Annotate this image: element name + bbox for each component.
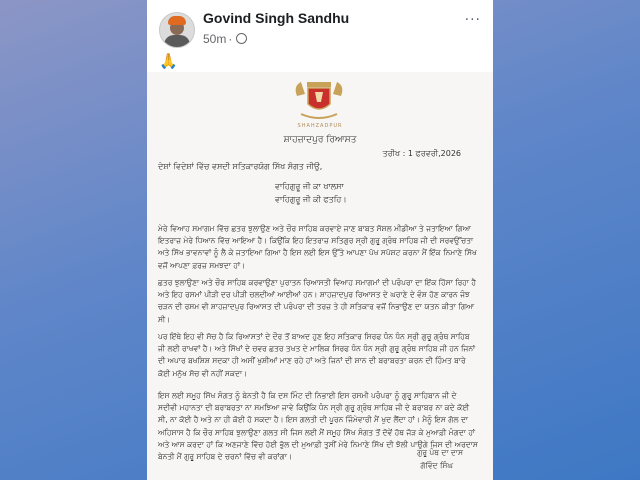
letter-paragraph-1: ਮੇਰੇ ਵਿਆਹ ਸਮਾਗਮ ਵਿੱਚ ਛਤਰ ਝੁਲਾਉਣ ਅਤੇ ਚੌਰ ਸਾਹਿਬ ਕਰਵਾਏ ਜਾਣ ਬਾਬਤ ਸੋਸ਼ਲ ਮੀਡੀਆ ਤੇ ਜਤਾਇਆ ਗਿਆ ਇਤਰਾਜ਼ ਮੇਰੇ ਧਿਆਨ ਵਿੱਚ ਆਇਆ ਹੈ। ਕਿਉਂਕਿ ਇਹ ਇਤਰਾਜ਼ ਸਤਿਗੁਰ ਸ੍ਰੀ ਗੁਰੂ ਗ੍ਰੰਥ ਸਾਹਿਬ ਜੀ ਦੀ ਸਰਵਉੱਚਤਾ ਅਤੇ ਸਿੱਖ ਭਾਵਨਾਵਾਂ ਨੂੰ ਲੈ ਕੇ ਜਤਾਇਆ ਗਿਆ ਹੈ ਇਸ ਲਈ ਇਸ ਉੱਤੇ ਆਪਣਾ ਪੱਖ ਸਪੱਸ਼ਟ ਕਰਨਾ ਮੈਂ ਇੱਕ ਨਿਮਾਣੇ ਸਿੱਖ ਵਜੋਂ ਆਪਣਾ ਫ਼ਰਜ਼ ਸਮਝਦਾ ਹਾਂ। xyxy=(158,224,477,270)
signature-line-1: ਗੁਰੂ ਪੰਥ ਦਾ ਦਾਸ xyxy=(417,448,463,457)
signature-line-2: ਗੋਵਿੰਦ ਸਿੰਘ xyxy=(420,461,453,470)
avatar-body xyxy=(164,35,190,48)
letter-image[interactable] xyxy=(147,72,493,480)
author-name[interactable]: Govind Singh Sandhu xyxy=(203,10,350,26)
letter-paragraph-4: ਇਸ ਲਈ ਸਮੂਹ ਸਿੱਖ ਸੰਗਤ ਨੂੰ ਬੇਨਤੀ ਹੈ ਕਿ ਦਸ ਮਿੰਟ ਦੀ ਨਿਭਾਈ ਇਸ ਰਸਮੀ ਪਰੰਪਰਾ ਨੂੰ ਗੁਰੂ ਸਾਹਿਬਾਨ ਜੀ ਦੇ ਸਦੀਵੀ ਮਹਾਨਤਾ ਦੀ ਬਰਾਬਰਤਾ ਨਾ ਸਮਝਿਆ ਜਾਵੇ ਕਿਉਂਕਿ ਧੰਨ ਸ੍ਰੀ ਗੁਰੂ ਗ੍ਰੰਥ ਸਾਹਿਬ ਜੀ ਦੇ ਬਰਾਬਰ ਨਾ ਕਦੇ ਕੋਈ ਸੀ, ਨਾ ਕੋਈ ਹੈ ਅਤੇ ਨਾ ਹੀ ਕੋਈ ਹੋ ਸਕਦਾ ਹੈ। ਇਸ ਗਲਤੀ ਦੀ ਪੂਰਨ ਜਿੰਮੇਵਾਰੀ ਮੈਂ ਖੁਦ ਲੈਂਦਾ ਹਾਂ। ਮੈਨੂੰ ਇਸ ਗੱਲ ਦਾ ਅਹਿਸਾਸ ਹੈ ਕਿ ਚੌਰ ਸਾਹਿਬ ਝੁਲਾਉਣਾ ਗਲਤ ਸੀ ਜਿਸ ਲਈ ਮੈਂ ਸਮੂਹ ਸਿੱਖ ਸੰਗਤ ਤੋਂ ਦੋਵੇਂ ਹੱਥ ਜੋੜ ਕੇ ਮੁਆਫ਼ੀ ਮੰਗਦਾ ਹਾਂ ਅਤੇ ਆਸ ਕਰਦਾ ਹਾਂ ਕਿ ਅਣਜਾਣੇ ਵਿੱਚ ਹੋਈ ਭੁੱਲ ਦੀ ਮੁਆਫ਼ੀ ਤੁਸੀਂ ਮੇਰੇ ਨਿਮਾਣੇ ਸਿੱਖ ਦੀ ਝੋਲੀ ਪਾਉਗੇ ਜਿਸ ਦੀ ਅਰਦਾਸ ਬੇਨਤੀ ਮੈਂ ਗੁਰੂ ਸਾਹਿਬ ਦੇ ਚਰਨਾਂ ਵਿੱਚ ਵੀ ਕਰਾਂਗਾ। xyxy=(158,391,478,462)
crest-caption: SHAHZADPUR xyxy=(297,123,343,129)
letter-date: ਤਰੀਖ : 1 ਫਰਵਰੀ,2026 xyxy=(382,149,461,158)
more-options-button[interactable]: ··· xyxy=(464,12,481,28)
letter-paragraph-2: ਛਤਰ ਝੁਲਾਉਣਾ ਅਤੇ ਚੌਰ ਸਾਹਿਬ ਕਰਵਾਉਣਾ ਪੁਰਾਤਨ ਰਿਆਸਤੀ ਵਿਆਹ ਸਮਾਗਮਾਂ ਦੀ ਪਰੰਪਰਾ ਦਾ ਇੱਕ ਹਿੱਸਾ ਰਿਹਾ ਹੈ ਅਤੇ ਇਹ ਰਸਮਾਂ ਪੀੜੀ ਦਰ ਪੀੜੀ ਚਲਦੀਆਂ ਆਈਆਂ ਹਨ। ਸ਼ਾਹਜ਼ਾਦਪੁਰ ਰਿਆਸਤ ਦੇ ਘਰਾਣੇ ਦੇ ਵੰਸ਼ ਹੋਣ ਕਾਰਨ ਜੰਝ ਚੜਨ ਦੀ ਰਸਮ ਵੀ ਸ਼ਾਹਜ਼ਾਦਪੁਰ ਰਿਆਸਤ ਦੀ ਪਰੰਪਰਾ ਦੀ ਤਰਜ਼ ਤੇ ਹੀ ਸਤਿਕਾਰ ਵਜੋਂ ਨਿਭਾਉਣ ਦਾ ਯਤਨ ਕੀਤਾ ਗਿਆ ਸੀ। xyxy=(158,278,477,324)
salutation-line-2: ਵਾਹਿਗੁਰੂ ਜੀ ਕੀ ਫਤਹਿ। xyxy=(275,195,347,204)
post-meta xyxy=(203,32,247,46)
avatar-turban xyxy=(168,16,186,25)
post-header xyxy=(147,0,493,60)
letter-greeting: ਦੇਸ਼ਾਂ ਵਿਦੇਸ਼ਾਂ ਵਿੱਚ ਵਸਦੀ ਸਤਿਕਾਰਯੋਗ ਸਿੱਖ ਸੰਗਤ ਜੀਉ, xyxy=(158,162,323,171)
post-caption: 🙏 xyxy=(159,52,178,70)
facebook-post-card xyxy=(147,0,493,480)
salutation-line-1: ਵਾਹਿਗੁਰੂ ਜੀ ਕਾ ਖਾਲਸਾ xyxy=(275,182,344,191)
letter-title: ਸ਼ਾਹਜ਼ਾਦਪੁਰ ਰਿਆਸਤ xyxy=(283,135,357,145)
meta-separator: · xyxy=(228,32,233,46)
author-avatar[interactable] xyxy=(159,12,195,48)
post-time[interactable]: 50m xyxy=(203,32,227,46)
letter-paragraph-3: ਪਰ ਇੱਥੇ ਇਹ ਵੀ ਸੱਚ ਹੈ ਕਿ ਰਿਆਸਤਾਂ ਦੇ ਦੌਰ ਤੋਂ ਬਾਅਦ ਹੁਣ ਇਹ ਸਤਿਕਾਰ ਸਿਰਫ ਧੰਨ ਧੰਨ ਸ੍ਰੀ ਗੁਰੂ ਗ੍ਰੰਥ ਸਾਹਿਬ ਜੀ ਲਈ ਰਾਖਵਾਂ ਹੈ। ਅਤੇ ਸਿੱਖਾਂ ਦੇ ਚਵਰ ਛਤਰ ਤਖਤ ਦੇ ਮਾਲਿਕ ਸਿਰਫ ਧੰਨ ਧੰਨ ਸ੍ਰੀ ਗੁਰੂ ਗ੍ਰੰਥ ਸਾਹਿਬ ਜੀ ਹਨ ਜਿਨਾਂ ਦੀ ਅਪਾਰ ਬਖਸ਼ਿਸ਼ ਸਦਕਾ ਹੀ ਅਸੀਂ ਖੁਸ਼ੀਆਂ ਮਾਣ ਰਹੇ ਹਾਂ ਅਤੇ ਜਿਨਾਂ ਦੀ ਸ਼ਾਨ ਦੀ ਬਰਾਬਰਤਾ ਕਰਨ ਦੀ ਹਿੰਮਤ ਬਾਰੇ ਕੋਈ ਮਨੁੱਖ ਸੋਚ ਵੀ ਨਹੀਂ ਸਕਦਾ। xyxy=(158,332,476,378)
crest-icon xyxy=(291,78,347,124)
public-globe-icon xyxy=(236,33,247,44)
